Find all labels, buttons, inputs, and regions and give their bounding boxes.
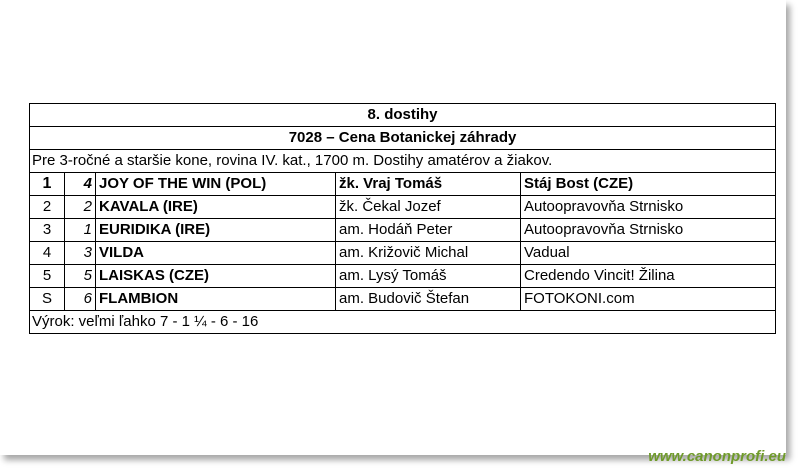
result-number: 6	[65, 288, 96, 311]
race-conditions-row	[30, 150, 776, 173]
table-row	[30, 288, 776, 311]
result-rider: žk. Čekal Jozef	[336, 196, 521, 219]
result-number: 4	[65, 173, 96, 196]
result-number: 1	[65, 219, 96, 242]
table-row	[30, 265, 776, 288]
result-position: 1	[30, 173, 65, 196]
race-results-table	[29, 103, 776, 334]
verdict-row	[30, 311, 776, 334]
result-number: 5	[65, 265, 96, 288]
result-horse: FLAMBION	[96, 288, 336, 311]
race-name: 7028 – Cena Botanickej záhrady	[30, 127, 776, 150]
watermark: www.canonprofi.eu	[648, 448, 786, 465]
table-row	[30, 196, 776, 219]
result-horse: VILDA	[96, 242, 336, 265]
result-stable: Autoopravovňa Strnisko	[521, 196, 776, 219]
result-horse: JOY OF THE WIN (POL)	[96, 173, 336, 196]
race-conditions: Pre 3-ročné a staršie kone, rovina IV. kat., 1700 m. Dostihy amatérov a žiakov.	[30, 150, 776, 173]
result-stable: FOTOKONI.com	[521, 288, 776, 311]
result-rider: am. Budovič Štefan	[336, 288, 521, 311]
result-rider: am. Hodáň Peter	[336, 219, 521, 242]
result-rider: am. Križovič Michal	[336, 242, 521, 265]
result-stable: Credendo Vincit! Žilina	[521, 265, 776, 288]
race-verdict: Výrok: veľmi ľahko 7 - 1 ¼ - 6 - 16	[30, 311, 776, 334]
result-position: 3	[30, 219, 65, 242]
race-title-row	[30, 104, 776, 127]
race-title: 8. dostihy	[30, 104, 776, 127]
result-number: 2	[65, 196, 96, 219]
result-position: 2	[30, 196, 65, 219]
result-stable: Autoopravovňa Strnisko	[521, 219, 776, 242]
table-row	[30, 173, 776, 196]
result-position: 5	[30, 265, 65, 288]
result-stable: Stáj Bost (CZE)	[521, 173, 776, 196]
table-row	[30, 242, 776, 265]
result-position: S	[30, 288, 65, 311]
result-horse: KAVALA (IRE)	[96, 196, 336, 219]
result-horse: LAISKAS (CZE)	[96, 265, 336, 288]
result-rider: žk. Vraj Tomáš	[336, 173, 521, 196]
result-stable: Vadual	[521, 242, 776, 265]
result-number: 3	[65, 242, 96, 265]
race-name-row	[30, 127, 776, 150]
table-row	[30, 219, 776, 242]
result-position: 4	[30, 242, 65, 265]
result-horse: EURIDIKA (IRE)	[96, 219, 336, 242]
result-rider: am. Lysý Tomáš	[336, 265, 521, 288]
